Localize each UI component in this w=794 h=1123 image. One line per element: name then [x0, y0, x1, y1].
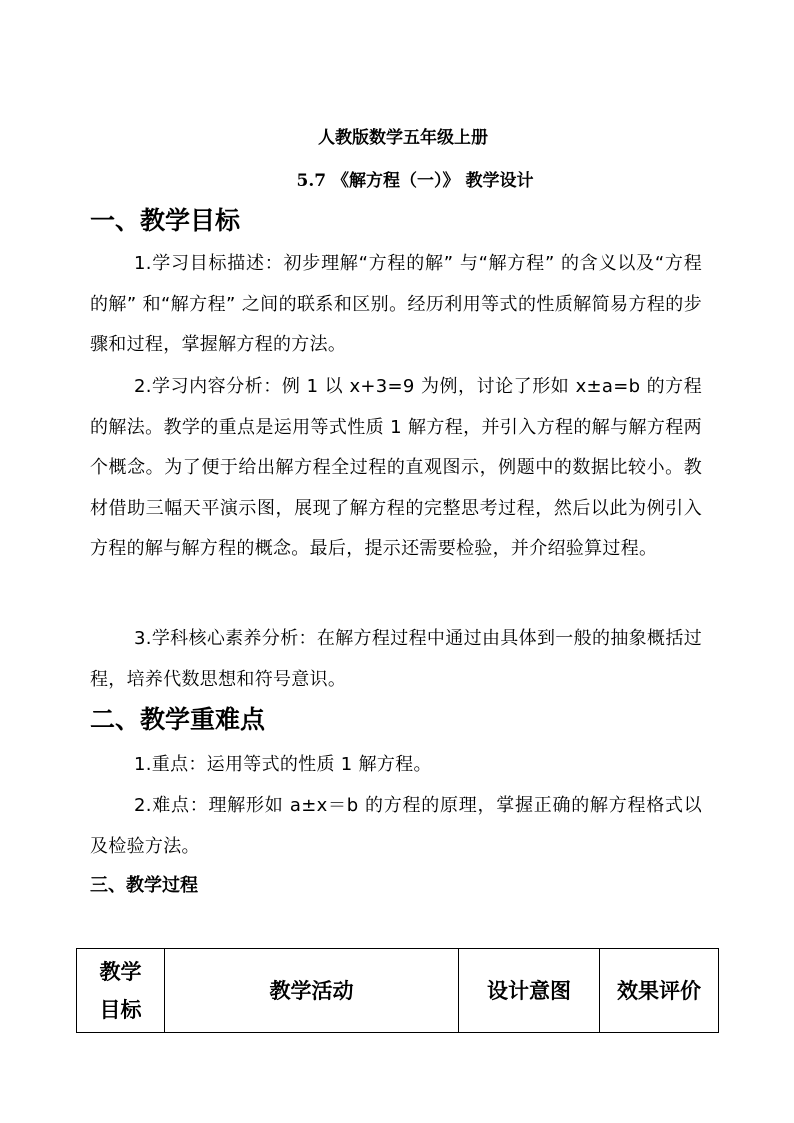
header-cell-design-intent: 设计意图 [459, 949, 600, 1033]
teaching-process-table [76, 948, 719, 1033]
paragraph-learning-goal: 1.学习目标描述：初步理解“方程的解” 与“解方程” 的含义以及“方程的解” 和“解方程” 之间的联系和区别。经历利用等式的性质解简易方程的步骤和过程，掌握解方程的方法。 [90, 253, 702, 355]
header-cell-teaching-activity: 教学活动 [165, 949, 459, 1033]
paragraph-key-point: 1.重点：运用等式的性质 1 解方程。 [134, 754, 432, 775]
header-cell-teaching-goal: 教学目标 [77, 949, 165, 1033]
paragraph-content-analysis: 2.学习内容分析：例 1 以 x+3=9 为例，讨论了形如 x±a=b 的方程的解法。教学的重点是运用等式性质 1 解方程，并引入方程的解与解方程两个概念。为了便于给出解方程全过程的直观图示，例题中的数据比较小。教材借助三幅天平演示图，展现了解方程的完整思考过程，然后以此为例引入方程的解与解方程的概念。最后，提示还需要检验，并介绍验算过程。 [90, 376, 702, 559]
section-heading-teaching-process: 三、教学过程 [90, 875, 198, 896]
header-cell-effect-evaluation: 效果评价 [600, 949, 719, 1033]
section-heading-key-difficulties: 二、教学重难点 [90, 705, 266, 734]
document-subtitle: 5.7 《解方程（一）》 教学设计 [296, 171, 534, 191]
paragraph-core-literacy: 3.学科核心素养分析：在解方程过程中通过由具体到一般的抽象概括过程，培养代数思想和符号意识。 [90, 628, 702, 690]
table-header-row [77, 949, 719, 1033]
paragraph-difficulty: 2.难点：理解形如 a±x＝b 的方程的原理，掌握正确的解方程格式以及检验方法。 [90, 795, 702, 857]
section-heading-teaching-goals: 一、教学目标 [90, 206, 241, 235]
document-title: 人教版数学五年级上册 [318, 128, 488, 148]
